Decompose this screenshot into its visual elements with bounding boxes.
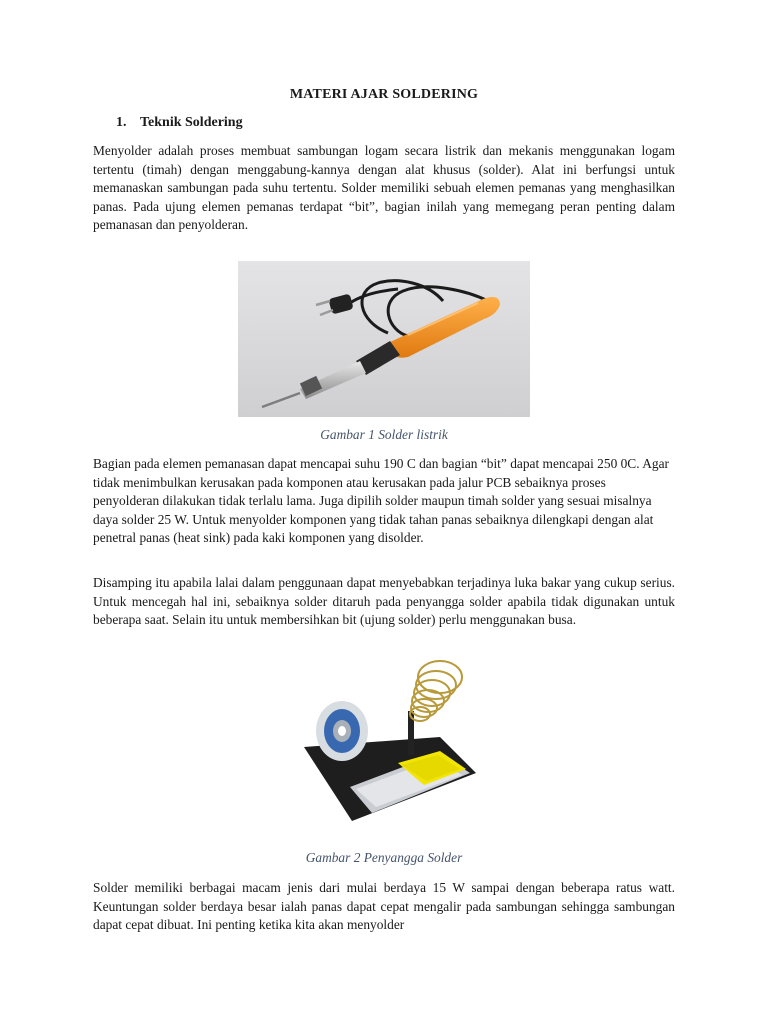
paragraph-safety: Disamping itu apabila lalai dalam penggunaan dapat menyebabkan terjadinya luka bakar yang cukup serius. Untuk mencegah hal ini, sebaiknya solder ditaruh pada penyangga solder apabila tidak digunakan untuk beberapa saat. Selain itu untuk membersihkan bit (ujung solder) perlu menggunakan busa.: [93, 575, 675, 628]
soldering-iron-photo: [238, 261, 530, 417]
paragraph-power: Solder memiliki berbagai macam jenis dari mulai berdaya 15 W sampai dengan beberapa ratus watt. Keuntungan solder berdaya besar ialah panas dapat cepat mengalir pada sambungan sehingga sambungan dapat cepat dibuat. Ini penting ketika kita akan menyolder: [93, 880, 675, 933]
section-heading: [116, 115, 243, 131]
section-heading-text: Teknik Soldering: [140, 115, 243, 130]
figure-2-caption: Gambar 2 Penyangga Solder: [305, 850, 463, 865]
paragraph-temperature: Bagian pada elemen pemanasan dapat mencapai suhu 190 C dan bagian “bit” dapat mencapai 250 0C. Agar tidak menimbulkan kerusakan pada komponen atau kerusakan pada jalur PCB sebaiknya proses penyolderan dilakukan tidak terlalu lama. Juga dipilih solder maupun timah solder yang sesuai misalnya daya solder 25 W. Untuk menyolder komponen yang tidak tahan panas sebaiknya dilengkapi dengan alat penetral panas (heat sink) pada kaki komponen yang disolder.: [93, 456, 669, 546]
solder-stand-photo: [290, 655, 482, 840]
figure-1-caption: Gambar 1 Solder listrik: [320, 427, 448, 442]
section-number: 1.: [116, 115, 127, 130]
paragraph-intro: Menyolder adalah proses membuat sambungan logam secara listrik dan mekanis menggunakan logam tertentu (timah) dengan menggabung-kannya dengan alat khusus (solder). Alat ini berfungsi untuk memanaskan sambungan pada suhu tertentu. Solder memiliki sebuah elemen pemanas yang menghasilkan panas. Pada ujung elemen pemanas terdapat “bit”, bagian inilah yang memegang peran penting dalam pemanasan dan penyolderan.: [93, 143, 675, 233]
document-title: MATERI AJAR SOLDERING: [289, 87, 479, 102]
